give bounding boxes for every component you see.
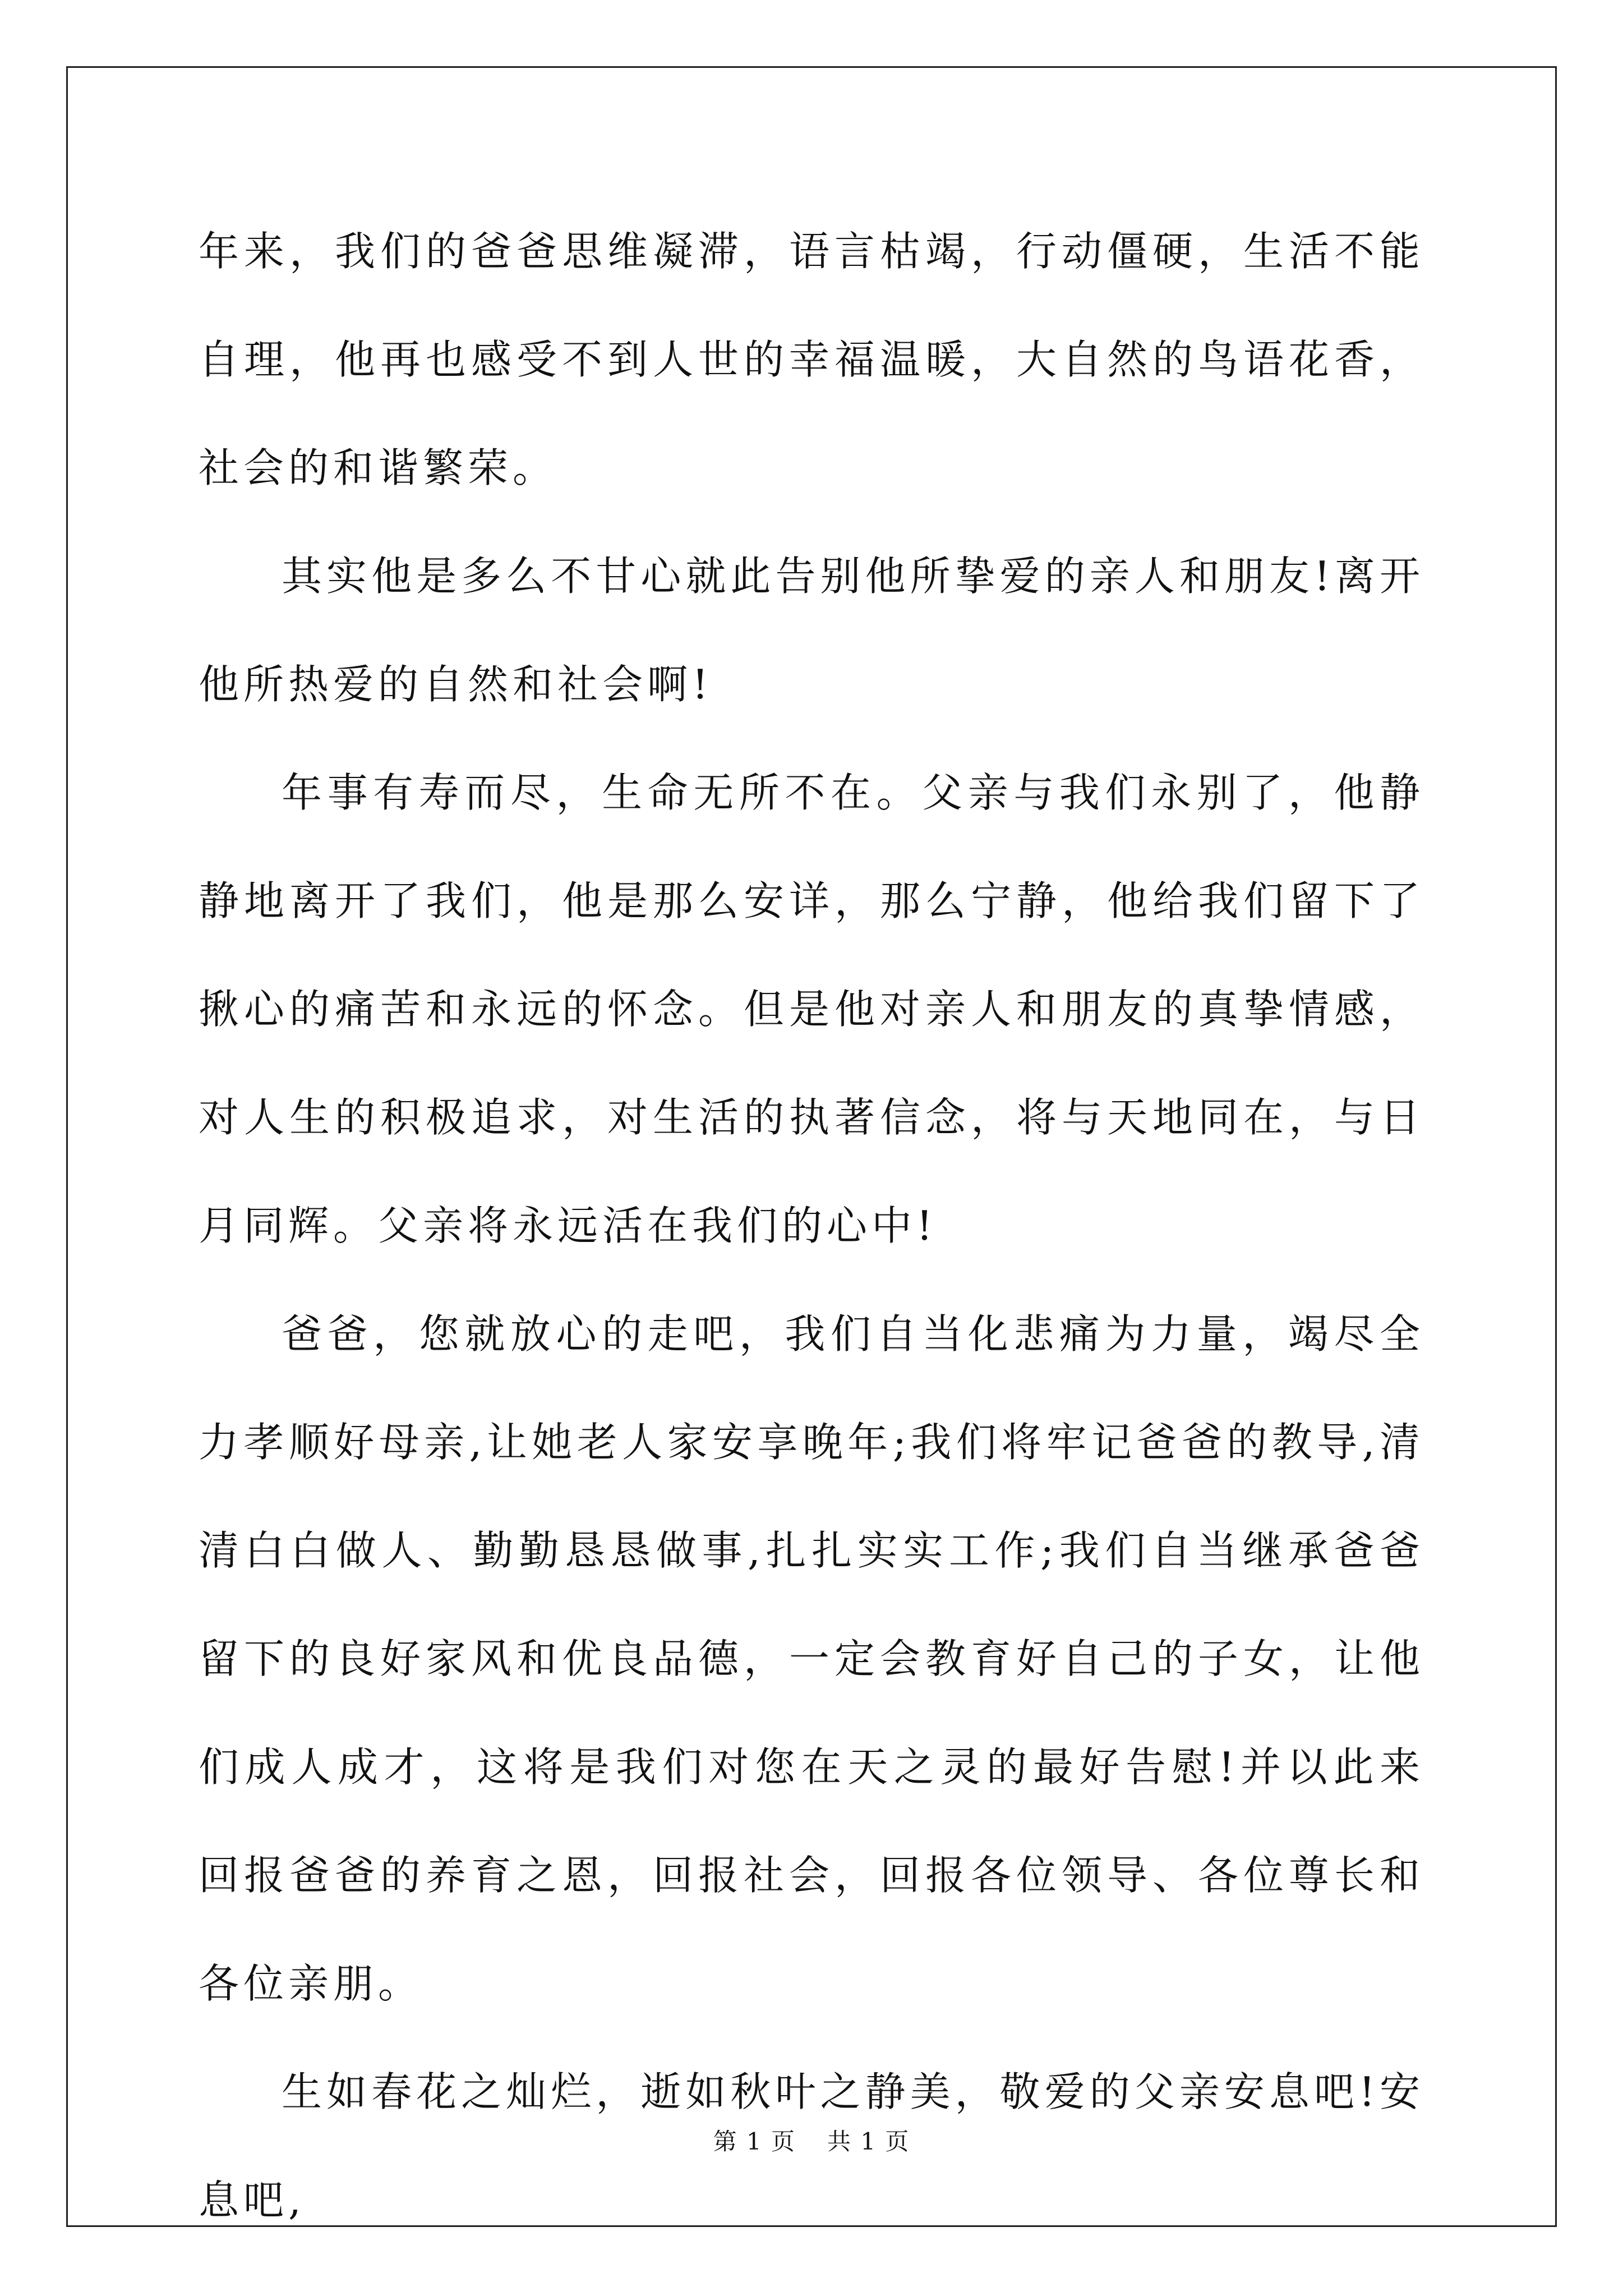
paragraph-3: 年事有寿而尽，生命无所不在。父亲与我们永别了，他静静地离开了我们，他是那么安详，那么宁静，他给我们留下了揪心的痛苦和永远的怀念。但是他对亲人和朋友的真挚情感，对人生的积极追求，对生活的执著信念，将与天地同在，与日月同辉。父亲将永远活在我们的心中! — [199, 769, 1424, 1249]
paragraph-5: 生如春花之灿烂，逝如秋叶之静美，敬爱的父亲安息吧!安息吧, — [199, 2068, 1424, 2224]
document-body — [199, 197, 1424, 2254]
paragraph-1: 年来，我们的爸爸思维凝滞，语言枯竭，行动僵硬，生活不能自理，他再也感受不到人世的幸福温暖，大自然的鸟语花香，社会的和谐繁荣。 — [199, 228, 1424, 491]
page-total: 共 1 页 — [827, 2128, 910, 2155]
paragraph-2: 其实他是多么不甘心就此告别他所挚爱的亲人和朋友!离开他所热爱的自然和社会啊! — [199, 553, 1424, 708]
page-number: 第 1 页 — [713, 2128, 796, 2155]
page-footer — [0, 2125, 1623, 2159]
paragraph-4: 爸爸，您就放心的走吧，我们自当化悲痛为力量，竭尽全力孝顺好母亲,让她老人家安享晚年;我们将牢记爸爸的教导,清清白白做人、勤勤恳恳做事,扎扎实实工作;我们自当继承爸爸留下的良好家风和优良品德，一定会教育好自己的子女，让他们成人成才，这将是我们对您在天之灵的最好告慰!并以此来回报爸爸的养育之恩，回报社会，回报各位领导、各位尊长和各位亲朋。 — [199, 1310, 1424, 2007]
